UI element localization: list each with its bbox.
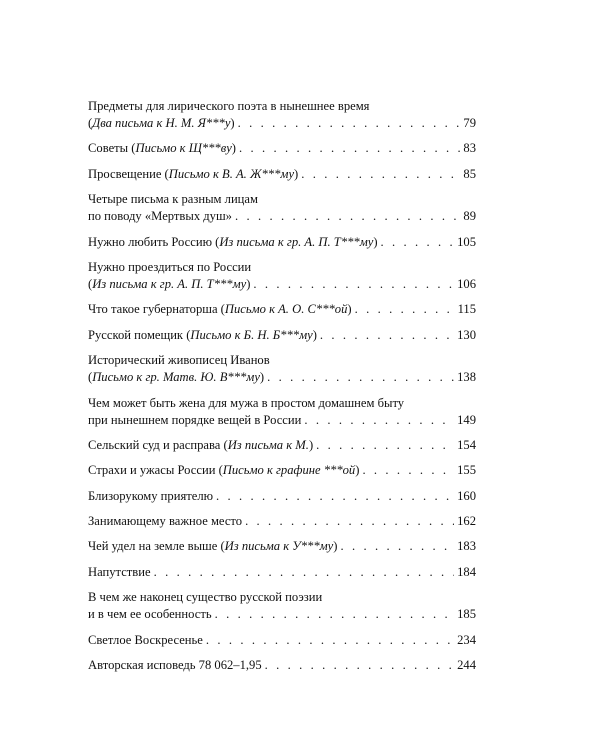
toc-entry [88,234,476,251]
dot-leader [215,606,455,623]
toc-entry-title-text: Нужно любить Россию ( [88,234,220,249]
toc-entry-title [88,276,250,293]
toc-entry-subtitle: Из письма к М. [227,437,309,452]
toc-entry-title-text: ( [88,276,93,291]
toc-entry-last-line [88,412,476,429]
toc-entry-last-line [88,208,476,225]
toc-entry-title [88,412,301,429]
toc-entry-title-text: Близорукому приятелю [88,488,214,503]
toc-entry-title [88,538,337,555]
toc-entry-subtitle: Письмо к Щ***ву [135,141,232,156]
page-number: 160 [457,488,476,503]
dot-leader [267,369,454,386]
toc-entry [88,632,476,649]
toc-entry-title [88,657,262,674]
toc-entry-title-text: Сельский суд и расправа ( [88,437,228,452]
dot-leader [239,140,460,157]
dot-leader [206,632,454,649]
toc-entry [88,259,476,293]
toc-entry [88,657,476,674]
toc-entry-subtitle: Письмо к Б. Н. Б***му [190,327,313,342]
toc-entry-title-text: ( [88,370,93,385]
toc-entry-last-line [88,115,476,132]
toc-entry-last-line [88,234,476,251]
toc-entry-title [88,327,317,344]
toc-entry-subtitle: Письмо к графине ***ой [222,463,356,478]
toc-entry-subtitle: Письмо к В. А. Ж***му [168,166,295,181]
page-number: 162 [457,514,476,529]
page-number: 79 [463,116,476,130]
dot-leader [362,462,454,479]
page-number: 115 [457,302,476,317]
toc-entry-last-line [88,276,476,293]
page-number: 138 [457,370,476,385]
toc-entry-subtitle: Два письма к Н. М. Я***у [92,116,231,130]
dot-leader [304,412,454,429]
page-number: 83 [463,141,476,156]
toc-entry-subtitle: Из письма к У***му [224,539,334,554]
page-number: 154 [457,437,476,452]
toc-entry-title [88,632,203,649]
dot-leader [265,657,454,674]
toc-entry-closing-paren: ) [333,539,338,554]
toc-entry-title [88,606,212,623]
toc-entry [88,564,476,581]
dot-leader [216,488,454,505]
toc-entry-title-text: при нынешнем порядке вещей в России [88,412,302,427]
toc-entry-subtitle: Из письма к гр. А. П. Т***му [92,276,247,291]
toc-entry-title [88,115,235,132]
page-number: 184 [457,564,476,579]
toc-entry-title-text: Светлое Воскресенье [88,632,203,647]
toc-entry-title-text: Русской помещик ( [88,327,191,342]
page-number: 106 [457,276,476,291]
toc-entry [88,191,476,225]
toc-entry-title-line: Исторический живописец Иванов [88,353,270,368]
toc-entry-title [88,564,151,581]
table-of-contents [88,98,476,682]
page-number: 234 [457,632,476,647]
toc-entry-title-text: Что такое губернаторша ( [88,302,225,317]
dot-leader [340,538,454,555]
toc-entry-title-text: Занимающему важное место [88,514,243,529]
toc-entry [88,98,476,132]
toc-entry-title [88,369,264,386]
page-number: 244 [457,658,476,673]
toc-entry-last-line [88,513,476,530]
toc-entry-title-text: Советы ( [88,141,136,156]
toc-entry-last-line [88,488,476,505]
toc-entry [88,462,476,479]
toc-entry-title-text: Просвещение ( [88,166,169,181]
toc-entry-last-line [88,632,476,649]
toc-entry [88,538,476,555]
toc-entry-title [88,301,352,318]
toc-entry-last-line [88,140,476,157]
toc-entry-subtitle: Из письма к гр. А. П. Т***му [219,234,374,249]
page-number: 89 [463,209,476,224]
toc-entry [88,166,476,183]
toc-entry [88,513,476,530]
dot-leader [355,301,455,318]
toc-entry-title [88,513,242,530]
toc-entry-title-text: по поводу «Мертвых душ» [88,209,232,224]
toc-entry-last-line [88,538,476,555]
toc-entry [88,327,476,344]
toc-entry-closing-paren: ) [259,370,265,385]
toc-entry-title-line: Нужно проездиться по России [88,259,252,274]
toc-entry-closing-paren: ) [231,141,236,156]
toc-entry-last-line [88,564,476,581]
toc-entry-title [88,140,236,157]
dot-leader [238,115,461,132]
toc-entry-title-text: Напутствие [88,564,151,579]
dot-leader [253,276,454,293]
toc-entry-title [88,488,213,505]
toc-entry [88,488,476,505]
page-number: 155 [457,463,476,478]
toc-entry-title-line: Чем может быть жена для мужа в простом домашнем быту [88,395,405,410]
toc-entry-subtitle: Письмо к А. О. С***ой [224,302,348,317]
toc-entry [88,301,476,318]
toc-entry-title-text: и в чем ее особенность [88,607,212,622]
toc-entry-subtitle: Письмо к гр. Матв. Ю. В***му [92,370,260,385]
toc-entry-closing-paren: ) [373,234,378,249]
toc-entry [88,352,476,386]
toc-entry [88,140,476,157]
toc-entry-last-line [88,301,476,318]
toc-entry-title-text: ( [88,116,93,130]
toc-entry-last-line [88,657,476,674]
page-number: 105 [457,234,476,249]
page-number: 149 [457,412,476,427]
toc-entry-title [88,234,378,251]
toc-entry-closing-paren: ) [246,276,251,291]
toc-entry-title-line: Четыре письма к разным лицам [88,192,258,207]
page-number: 185 [457,607,476,622]
toc-entry-closing-paren: ) [308,437,314,452]
toc-entry-title-text: Чей удел на земле выше ( [88,539,225,554]
toc-entry-title-line: Предметы для лирического поэта в нынешнее время [88,99,370,113]
toc-entry-title-text: Авторская исповедь 78 062–1,95 [88,658,262,673]
toc-entry [88,395,476,429]
dot-leader [245,513,454,530]
dot-leader [316,437,454,454]
toc-entry-closing-paren: ) [294,166,299,181]
toc-entry-last-line [88,327,476,344]
dot-leader [301,166,460,183]
toc-entry-last-line [88,606,476,623]
toc-entry-last-line [88,166,476,183]
dot-leader [154,564,455,581]
toc-entry [88,589,476,623]
toc-entry-closing-paren: ) [355,463,360,478]
page-number: 85 [463,166,476,181]
page-number: 183 [457,539,476,554]
toc-entry-closing-paren: ) [312,327,317,342]
toc-entry-title [88,462,359,479]
toc-entry [88,437,476,454]
toc-entry-closing-paren: ) [347,302,352,317]
toc-entry-last-line [88,437,476,454]
dot-leader [320,327,454,344]
toc-entry-title-line: В чем же наконец существо русской поэзии [88,590,323,605]
toc-entry-title [88,208,232,225]
toc-entry-title [88,166,298,183]
dot-leader [381,234,455,251]
toc-entry-title [88,437,313,454]
dot-leader [235,208,460,225]
toc-entry-closing-paren: ) [230,116,235,130]
page-number: 130 [457,327,476,342]
toc-entry-last-line [88,369,476,386]
toc-entry-last-line [88,462,476,479]
toc-entry-title-text: Страхи и ужасы России ( [88,463,223,478]
